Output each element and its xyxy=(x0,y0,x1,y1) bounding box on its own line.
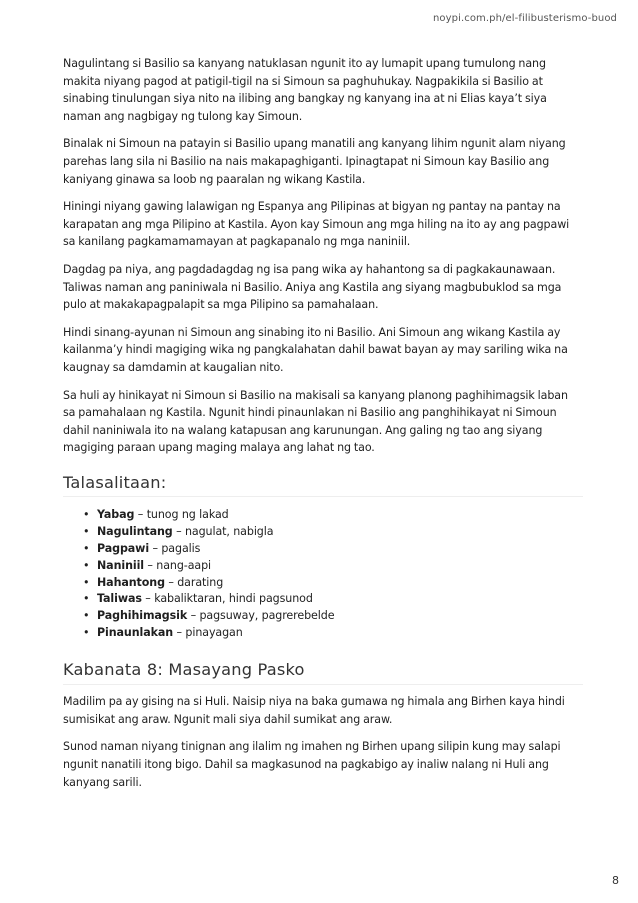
vocabulary-term: Yabag xyxy=(97,507,135,521)
vocabulary-definition: tunog ng lakad xyxy=(146,507,229,521)
source-url-header: noypi.com.ph/el-filibusterismo-buod xyxy=(432,13,617,24)
vocabulary-term: Pagpawi xyxy=(97,541,150,555)
page-number: 8 xyxy=(612,874,619,887)
bullet-icon: • xyxy=(83,592,90,606)
vocabulary-term: Hahantong xyxy=(97,575,165,589)
term-separator: – xyxy=(143,558,157,572)
term-separator: – xyxy=(187,609,200,623)
vocabulary-item xyxy=(83,541,583,558)
bullet-icon: • xyxy=(83,558,90,572)
vocabulary-definition: kabaliktaran, hindi pagsunod xyxy=(154,592,313,606)
vocabulary-item xyxy=(83,507,583,524)
bullet-icon: • xyxy=(83,626,90,640)
page-content xyxy=(63,55,583,801)
term-separator: – xyxy=(149,541,162,555)
vocabulary-item xyxy=(83,591,583,608)
vocabulary-item xyxy=(83,558,583,575)
vocabulary-term: Pinaunlakan xyxy=(97,626,174,640)
vocabulary-definition: pagalis xyxy=(161,541,201,555)
vocabulary-term: Nagulintang xyxy=(97,524,173,538)
bullet-icon: • xyxy=(83,609,90,623)
term-separator: – xyxy=(134,507,147,521)
vocabulary-definition: nagulat, nabigla xyxy=(184,524,274,538)
vocabulary-term: Paghihimagsik xyxy=(97,609,188,623)
vocabulary-item xyxy=(83,524,583,541)
bullet-icon: • xyxy=(83,541,90,555)
body-paragraph: Dagdag pa niya, ang pagdadagdag ng isa pang wika ay hahantong sa di pagkakaunawaan. Taliwas naman ang paniniwala ni Basilio. Aniya ang Kastila ang siyang magbubuklod sa mga pulo at makakapagpalapit sa mga Pilipino sa pamahalaan. xyxy=(63,262,562,312)
vocabulary-term: Taliwas xyxy=(97,592,142,606)
term-separator: – xyxy=(172,524,185,538)
bullet-icon: • xyxy=(83,524,90,538)
vocabulary-term: Naniniil xyxy=(97,558,144,572)
chapter-paragraph: Sunod naman niyang tinignan ang ilalim ng imahen ng Birhen upang silipin kung may salapi ngunit nanatili itong bigo. Dahil sa magkasunod na pagkabigo ay inaliw nalang ni Huli ang kanyang sarili. xyxy=(63,740,561,789)
chapter-heading: Kabanata 8: Masayang Pasko xyxy=(63,660,583,685)
bullet-icon: • xyxy=(83,575,90,589)
body-paragraph: Binalak ni Simoun na patayin si Basilio upang manatili ang kanyang lihim ngunit alam niyang parehas lang sila ni Basilio na nais makapaghiganti. Ipinagtapat ni Simoun kay Basilio ang kaniyang ginawa sa loob ng paaralan ng wikang Kastila. xyxy=(63,137,566,186)
body-paragraph: Hiningi niyang gawing lalawigan ng Espanya ang Pilipinas at bigyan ng pantay na pantay na karapatan ang mga Pilipino at Kastila. Ayon kay Simoun ang mga hiling na ito ay ang pagpawi sa kanilang pagkamamamayan at pagkapanalo ng mga naniniil. xyxy=(63,200,570,249)
body-paragraph: Sa huli ay hinikayat ni Simoun si Basilio na makisali sa kanyang planong paghihimagsik laban sa pamahalaan ng Kastila. Ngunit hindi pinaunlakan ni Basilio ang panghihikayat ni Simoun dahil naniniwala ito na walang katapusan ang karunungan. Ang galing ng tao ang siyang magiging paraan upang maging malaya ang lahat ng tao. xyxy=(63,388,568,455)
term-separator: – xyxy=(173,626,186,640)
vocabulary-item xyxy=(83,575,583,592)
term-separator: – xyxy=(164,575,178,589)
body-paragraph: Nagulintang si Basilio sa kanyang natuklasan ngunit ito ay lumapit upang tumulong nang makita niyang pagod at patigil-tigil na si Simoun sa paghuhukay. Nagpakikila si Basilio at sinabing tinulungan siya nito na ilibing ang bangkay ng kanyang ina at ni Elias kaya’t siya naman ang nagbigay ng tulong kay Simoun. xyxy=(63,57,547,123)
chapter-paragraph: Madilim pa ay gising na si Huli. Naisip niya na baka gumawa ng himala ang Birhen kaya hindi sumisikat ang araw. Ngunit mali siya dahil sumikat ang araw. xyxy=(63,695,565,726)
vocabulary-definition: pagsuway, pagrerebelde xyxy=(199,609,335,623)
vocabulary-definition: pinayagan xyxy=(185,626,243,640)
vocabulary-heading: Talasalitaan: xyxy=(63,473,583,497)
vocabulary-definition: nang-aapi xyxy=(156,558,212,572)
vocabulary-item xyxy=(83,608,583,625)
body-paragraph: Hindi sinang-ayunan ni Simoun ang sinabing ito ni Basilio. Ani Simoun ang wikang Kastila ay kailanma’y hindi magiging wika ng pangkalahatan dahil bawat bayan ay may sariling wika na kaugnay sa damdamin at kaugalian nito. xyxy=(63,325,568,374)
vocabulary-item xyxy=(83,625,583,642)
vocabulary-definition: darating xyxy=(177,575,224,589)
bullet-icon: • xyxy=(83,507,90,521)
vocabulary-list xyxy=(63,507,583,642)
term-separator: – xyxy=(141,592,155,606)
